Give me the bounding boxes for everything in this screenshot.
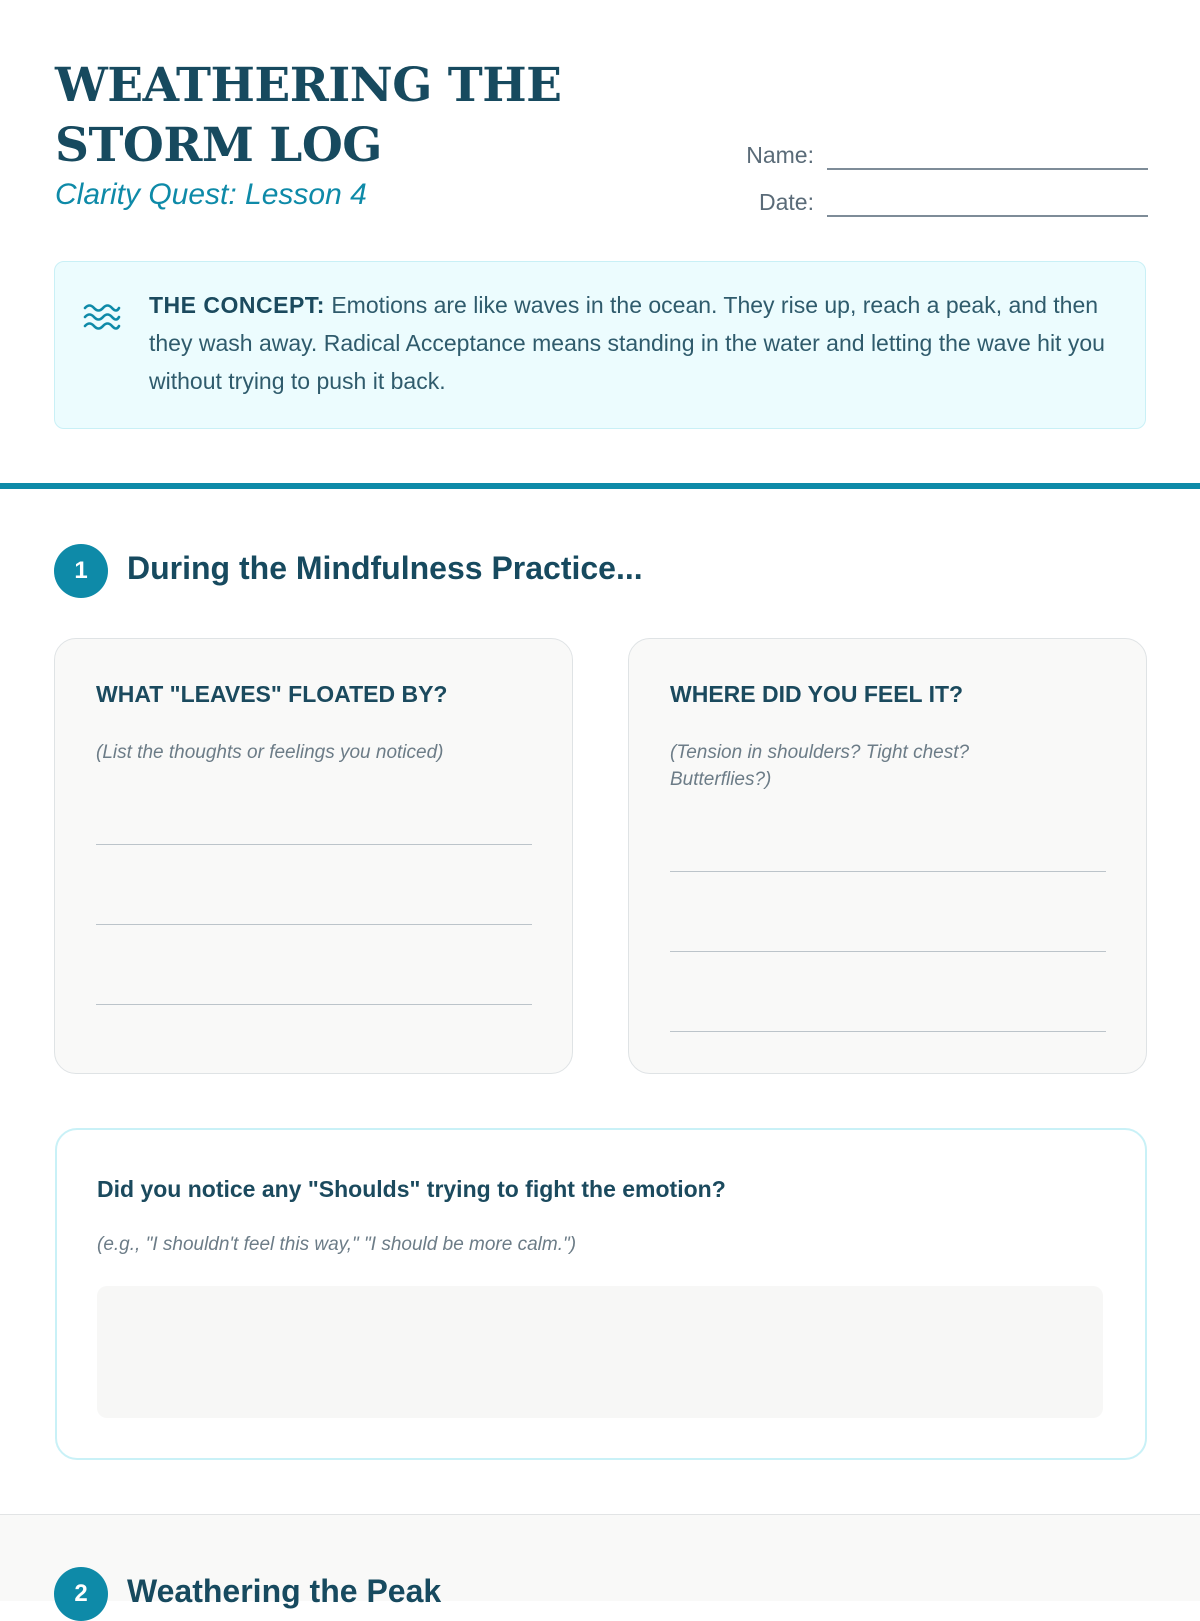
concept-box [54,261,1146,429]
feel-write-line[interactable] [670,951,1106,952]
name-field[interactable] [700,142,1148,174]
feel-hint: (Tension in shoulders? Tight chest? Butterflies?) [670,742,970,790]
leaves-write-line[interactable] [96,844,532,845]
shoulds-hint: (e.g., "I shouldn't feel this way," "I should be more calm.") [97,1234,577,1255]
section-1-title: During the Mindfulness Practice... [127,550,643,586]
leaves-hint: (List the thoughts or feelings you noticed) [96,742,444,763]
leaves-write-line[interactable] [96,924,532,925]
feel-write-line[interactable] [670,1031,1106,1032]
date-field[interactable] [700,189,1148,221]
feel-write-line[interactable] [670,871,1106,872]
leaves-write-line[interactable] [96,1004,532,1005]
date-line[interactable] [827,215,1148,217]
shoulds-heading: Did you notice any "Shoulds" trying to fight the emotion? [97,1176,726,1202]
leaves-heading: WHAT "LEAVES" FLOATED BY? [96,681,448,707]
concept-label: THE CONCEPT: [149,292,325,318]
section-2-number: 2 [54,1567,108,1621]
page-subtitle: Clarity Quest: Lesson 4 [55,178,367,211]
concept-body: Emotions are like waves in the ocean. They rise up, reach a peak, and then they wash away. Radical Acceptance means standing in the water and letting the wave hit you without trying to push it back. [149,292,1105,394]
concept-text [149,286,1119,400]
shoulds-answer-box[interactable] [97,1286,1103,1418]
page-title: WEATHERING THE STORM LOG [55,58,562,173]
date-label: Date: [759,189,814,215]
section-2-title: Weathering the Peak [127,1573,442,1609]
worksheet-header [0,0,1200,480]
section-2 [0,1514,1200,1609]
name-line[interactable] [827,168,1148,170]
shoulds-card [55,1128,1147,1460]
section-1-number: 1 [54,544,108,598]
feel-heading: WHERE DID YOU FEEL IT? [670,681,964,707]
section-divider [0,483,1200,489]
feel-card [628,638,1147,1074]
leaves-card [54,638,573,1074]
name-label: Name: [746,142,814,168]
waves-icon [83,300,121,334]
